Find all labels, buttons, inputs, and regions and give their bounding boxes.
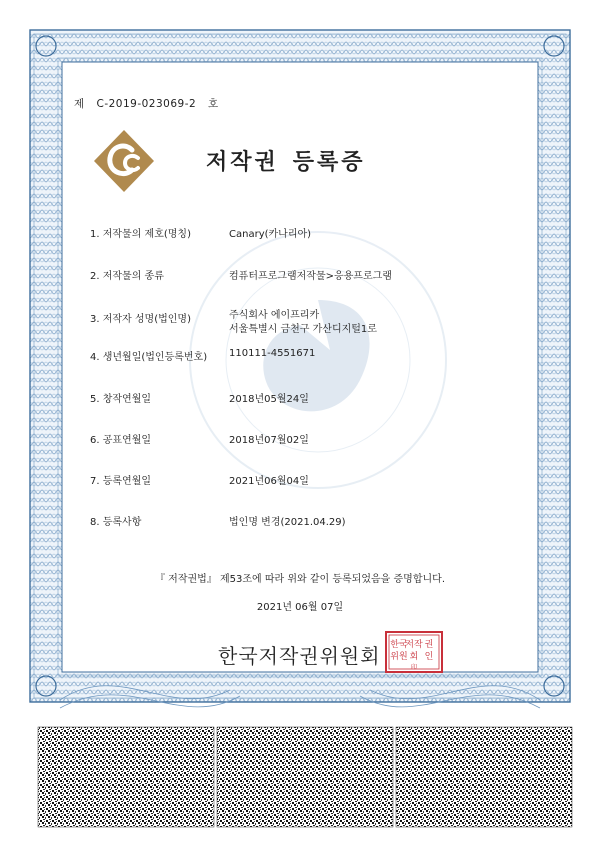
title-part-2: 등록증 [292, 150, 366, 175]
issue-date: 2021년 06월 07일 [256, 602, 344, 613]
row-value-author-name: 주식회사 에이프리카 [229, 310, 320, 321]
row-label-registration-id: 4. 생년월일(법인등록번호) [90, 352, 208, 363]
svg-text:권: 권 [424, 640, 434, 650]
certificate-title [206, 145, 366, 176]
row-value-title: Canary(카나리아) [229, 229, 312, 240]
copyright-c-logo-icon [92, 128, 156, 194]
row-value-registration-id: 110111-4551671 [229, 348, 316, 359]
security-code-icon [217, 727, 393, 827]
svg-text:印: 印 [410, 664, 418, 671]
title-part-1: 저작권 [206, 150, 279, 175]
registration-number-suffix: 호 [208, 98, 219, 110]
row-label-publication-date: 6. 공표연월일 [90, 435, 152, 446]
row-label-registration-note: 8. 등록사항 [90, 517, 142, 528]
svg-text:한국: 한국 [390, 640, 408, 650]
registration-number [74, 96, 227, 111]
security-code-icon [38, 727, 214, 827]
official-seal-icon [384, 630, 444, 674]
row-label-title: 1. 저작물의 제호(명칭) [90, 229, 191, 240]
registration-number-prefix: 제 [74, 98, 85, 110]
svg-text:저작: 저작 [405, 640, 423, 650]
row-value-author-address: 서울특별시 금천구 가산디지털1로 [229, 324, 377, 335]
row-value-type: 컴퓨터프로그램저작물>응용프로그램 [229, 271, 392, 282]
issuer-name: 한국저작권위원회 [218, 644, 381, 668]
row-value-creation-date: 2018년05월24일 [229, 394, 309, 405]
row-label-registration-date: 7. 등록연월일 [90, 476, 152, 487]
security-code-icon [396, 727, 572, 827]
svg-text:위원: 위원 [390, 652, 408, 662]
svg-text:인: 인 [424, 652, 434, 662]
row-label-author: 3. 저작자 성명(법인명) [90, 314, 191, 325]
row-value-publication-date: 2018년07월02일 [229, 435, 309, 446]
row-label-type: 2. 저작물의 종류 [90, 271, 164, 282]
svg-text:회: 회 [409, 652, 419, 662]
registration-number-value: C-2019-023069-2 [96, 98, 197, 110]
row-value-registration-note: 법인명 변경(2021.04.29) [229, 517, 346, 528]
row-value-registration-date: 2021년06월04일 [229, 476, 309, 487]
certification-statement: 『 저작권법』 제53조에 따라 위와 같이 등록되었음을 증명합니다. [155, 574, 445, 585]
row-label-creation-date: 5. 창작연월일 [90, 394, 152, 405]
